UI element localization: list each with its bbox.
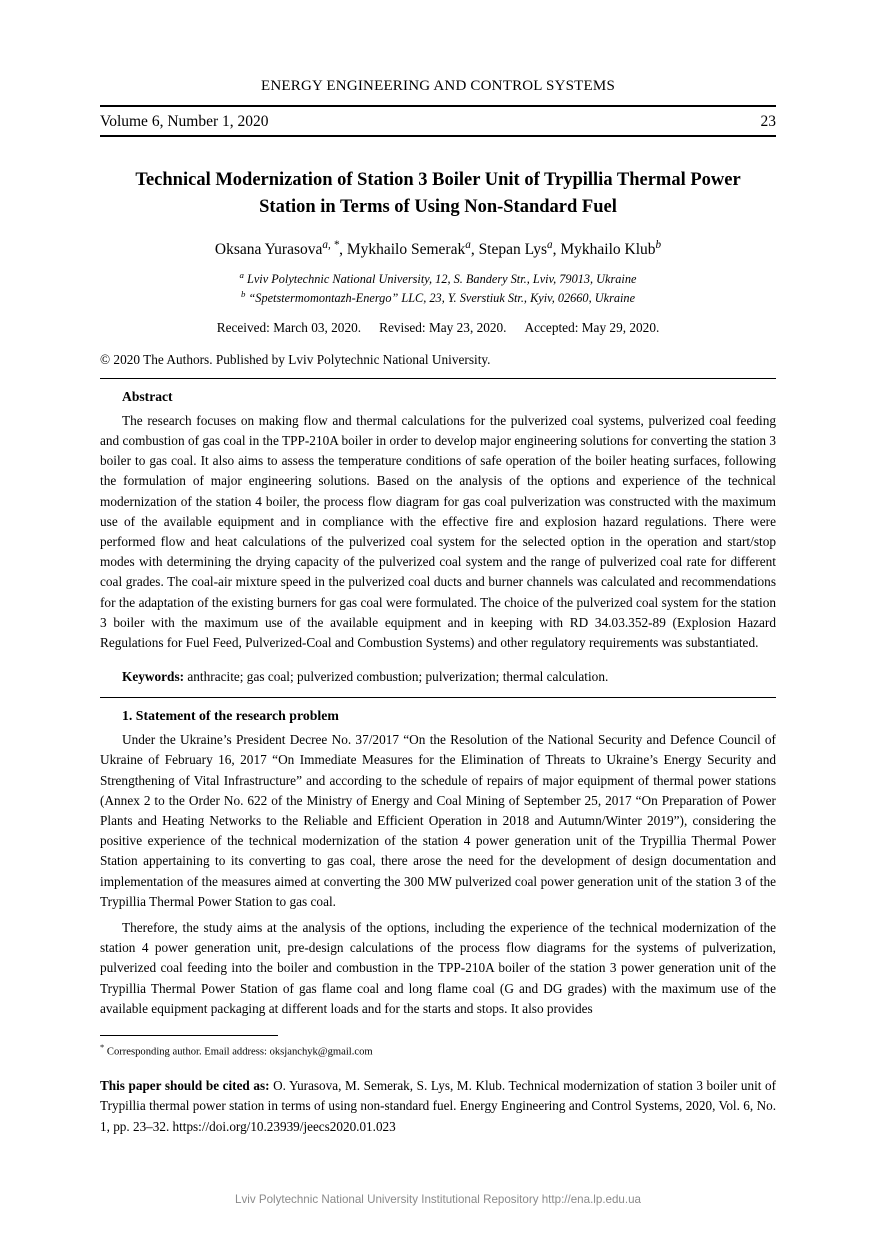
citation-label: This paper should be cited as: [100, 1078, 270, 1094]
section-1-heading: 1. Statement of the research problem [122, 708, 339, 724]
header-divider-bottom [100, 135, 776, 137]
section-1-paragraph-2: Therefore, the study aims at the analysis of the options, including the experience of the technical modernization of the station 4 power generation unit, pre-design calculations of the process flow diagrams for the systems of pulverization, pulverized coal feeding into the boiler and combustion in the TPP-210A boiler of the station 3 power generation unit of the Trypillia Thermal Power Station of gas flame coal and long flame coal (G and DG grades) with the maximum use of the available equipment packaging at different loads and for the starts and stops. It also provides [100, 920, 776, 1016]
keywords-text: anthracite; gas coal; pulverized combustion; pulverization; thermal calculation. [184, 669, 609, 685]
header-divider-top [100, 105, 776, 107]
footnote-text: Corresponding author. Email address: oksjanchyk@gmail.com [104, 1046, 373, 1058]
affiliation-a [100, 269, 776, 289]
author-4-affiliation-marker: b [655, 238, 662, 251]
volume-row [100, 113, 776, 131]
citation-text: O. Yurasova, M. Semerak, S. Lys, M. Klub. Technical modernization of station 3 boiler unit of Trypillia thermal power station in terms of using non-standard fuel. Energy Engineering and Control Systems, 2020, Vol. 6, No. 1, pp. 23–32. https://doi.org/10.23939/jeecs2020.01.023 [100, 1078, 776, 1134]
footnote-marker: * [100, 1042, 105, 1053]
author-1-affiliation-marker: a, * [322, 238, 340, 251]
affiliation-b-text: “Spetstermomontazh-Energo” LLC, 23, Y. Sverstiuk Str., Kyiv, 02660, Ukraine [245, 291, 636, 306]
affiliation-a-text: Lviv Polytechnic National University, 12, S. Bandery Str., Lviv, 79013, Ukraine [243, 271, 637, 286]
section-1-paragraph-1: Under the Ukraine’s President Decree No. 37/2017 “On the Resolution of the National Security and Defence Council of Ukraine of February 16, 2017 “On Immediate Measures for the Elimination of Threats to Ukraine’s Energy Security and Strengthening of Vital Infrastructure” and according to the schedule of repairs of major equipment of thermal power stations (Annex 2 to the Order No. 622 of the Ministry of Energy and Coal Mining of September 25, 2017 “On Preparation of Power Plants and Heating Networks to the Reliable and Efficient Operation in 2018 and Autumn/Winter 2019”), considering the positive experience of the technical modernization of the station 4 power generation unit of the Trypillia Thermal Power Station appertaining to its converting to gas coal, there arose the need for the development of design documentation and implementation of the measures aimed at converting the 300 MW pulverized coal power generation unit of the station 3 of the Trypillia Thermal Power Station to gas coal. [100, 732, 776, 909]
footnote [100, 1042, 776, 1060]
author-2-affiliation-marker: a [465, 238, 471, 251]
journal-header: ENERGY ENGINEERING AND CONTROL SYSTEMS [261, 78, 615, 94]
keywords-label: Keywords: [122, 669, 185, 685]
volume-number-text: Volume 6, Number 1, 2020 [100, 113, 269, 130]
author-1-name: Oksana Yurasova [214, 240, 323, 258]
author-3-name: , Stepan Lys [470, 240, 548, 258]
abstract-divider-top [100, 378, 776, 379]
page-title: Technical Modernization of Station 3 Boiler Unit of Trypillia Thermal Power Station in Terms of Using Non-Standard Fuel [135, 170, 741, 217]
citation-block [100, 1076, 776, 1136]
repository-footer: Lviv Polytechnic National University Institutional Repository http://ena.lp.edu.ua [235, 1193, 641, 1206]
author-2-name: , Mykhailo Semerak [339, 240, 466, 258]
author-4-name: , Mykhailo Klub [552, 240, 656, 258]
author-3-affiliation-marker: a [547, 238, 553, 251]
page-number: 23 [760, 113, 776, 130]
revised-date: Revised: May 23, 2020. [379, 319, 507, 335]
accepted-date: Accepted: May 29, 2020. [524, 319, 660, 335]
abstract-text: The research focuses on making flow and thermal calculations for the pulverized coal systems, pulverized coal feeding and combustion of gas coal in the TPP-210A boiler in order to develop major engineering solutions for converting the station 3 boiler to gas coal. It also aims to assess the temperature conditions of safe operation of the boiler heating surfaces, following the formulation of major engineering solutions. Based on the analysis of the options and experience of the technical modernization of the station 4 boiler, the process flow diagram for gas coal pulverization was constructed with the maximum use of the available equipment and in compliance with the effective fire and explosion hazard regulations. There were performed flow and heat calculations of the pulverized coal system for the selected option in the operation and start/stop modes with determining the drying capacity of the pulverized coal system and the range of pulverized coal rate for different coal grades. The coal-air mixture speed in the pulverized coal ducts and burner channels was calculated and recommendations for the adaptation of the existing burners for gas coal were formulated. The choice of the pulverized coal system for the station 3 boiler with the maximum use of the available equipment and in keeping with RD 34.03.352-89 (Explosion Hazard Regulations for Fuel Feed, Pulverized-Coal and Combustion Systems) and other regulatory requirements was substantiated. [100, 412, 776, 651]
footnote-divider [100, 1035, 278, 1036]
abstract-heading: Abstract [122, 388, 173, 404]
received-date: Received: March 03, 2020. [216, 319, 362, 335]
affiliation-b-marker: b [240, 289, 246, 300]
affiliation-a-marker: a [239, 269, 244, 280]
keywords-line [100, 667, 776, 687]
author-list [100, 239, 776, 259]
affiliation-b [100, 288, 776, 308]
abstract-divider-bottom [100, 697, 776, 698]
article-dates [100, 320, 776, 336]
copyright-line: © 2020 The Authors. Published by Lviv Polytechnic National University. [100, 351, 491, 367]
